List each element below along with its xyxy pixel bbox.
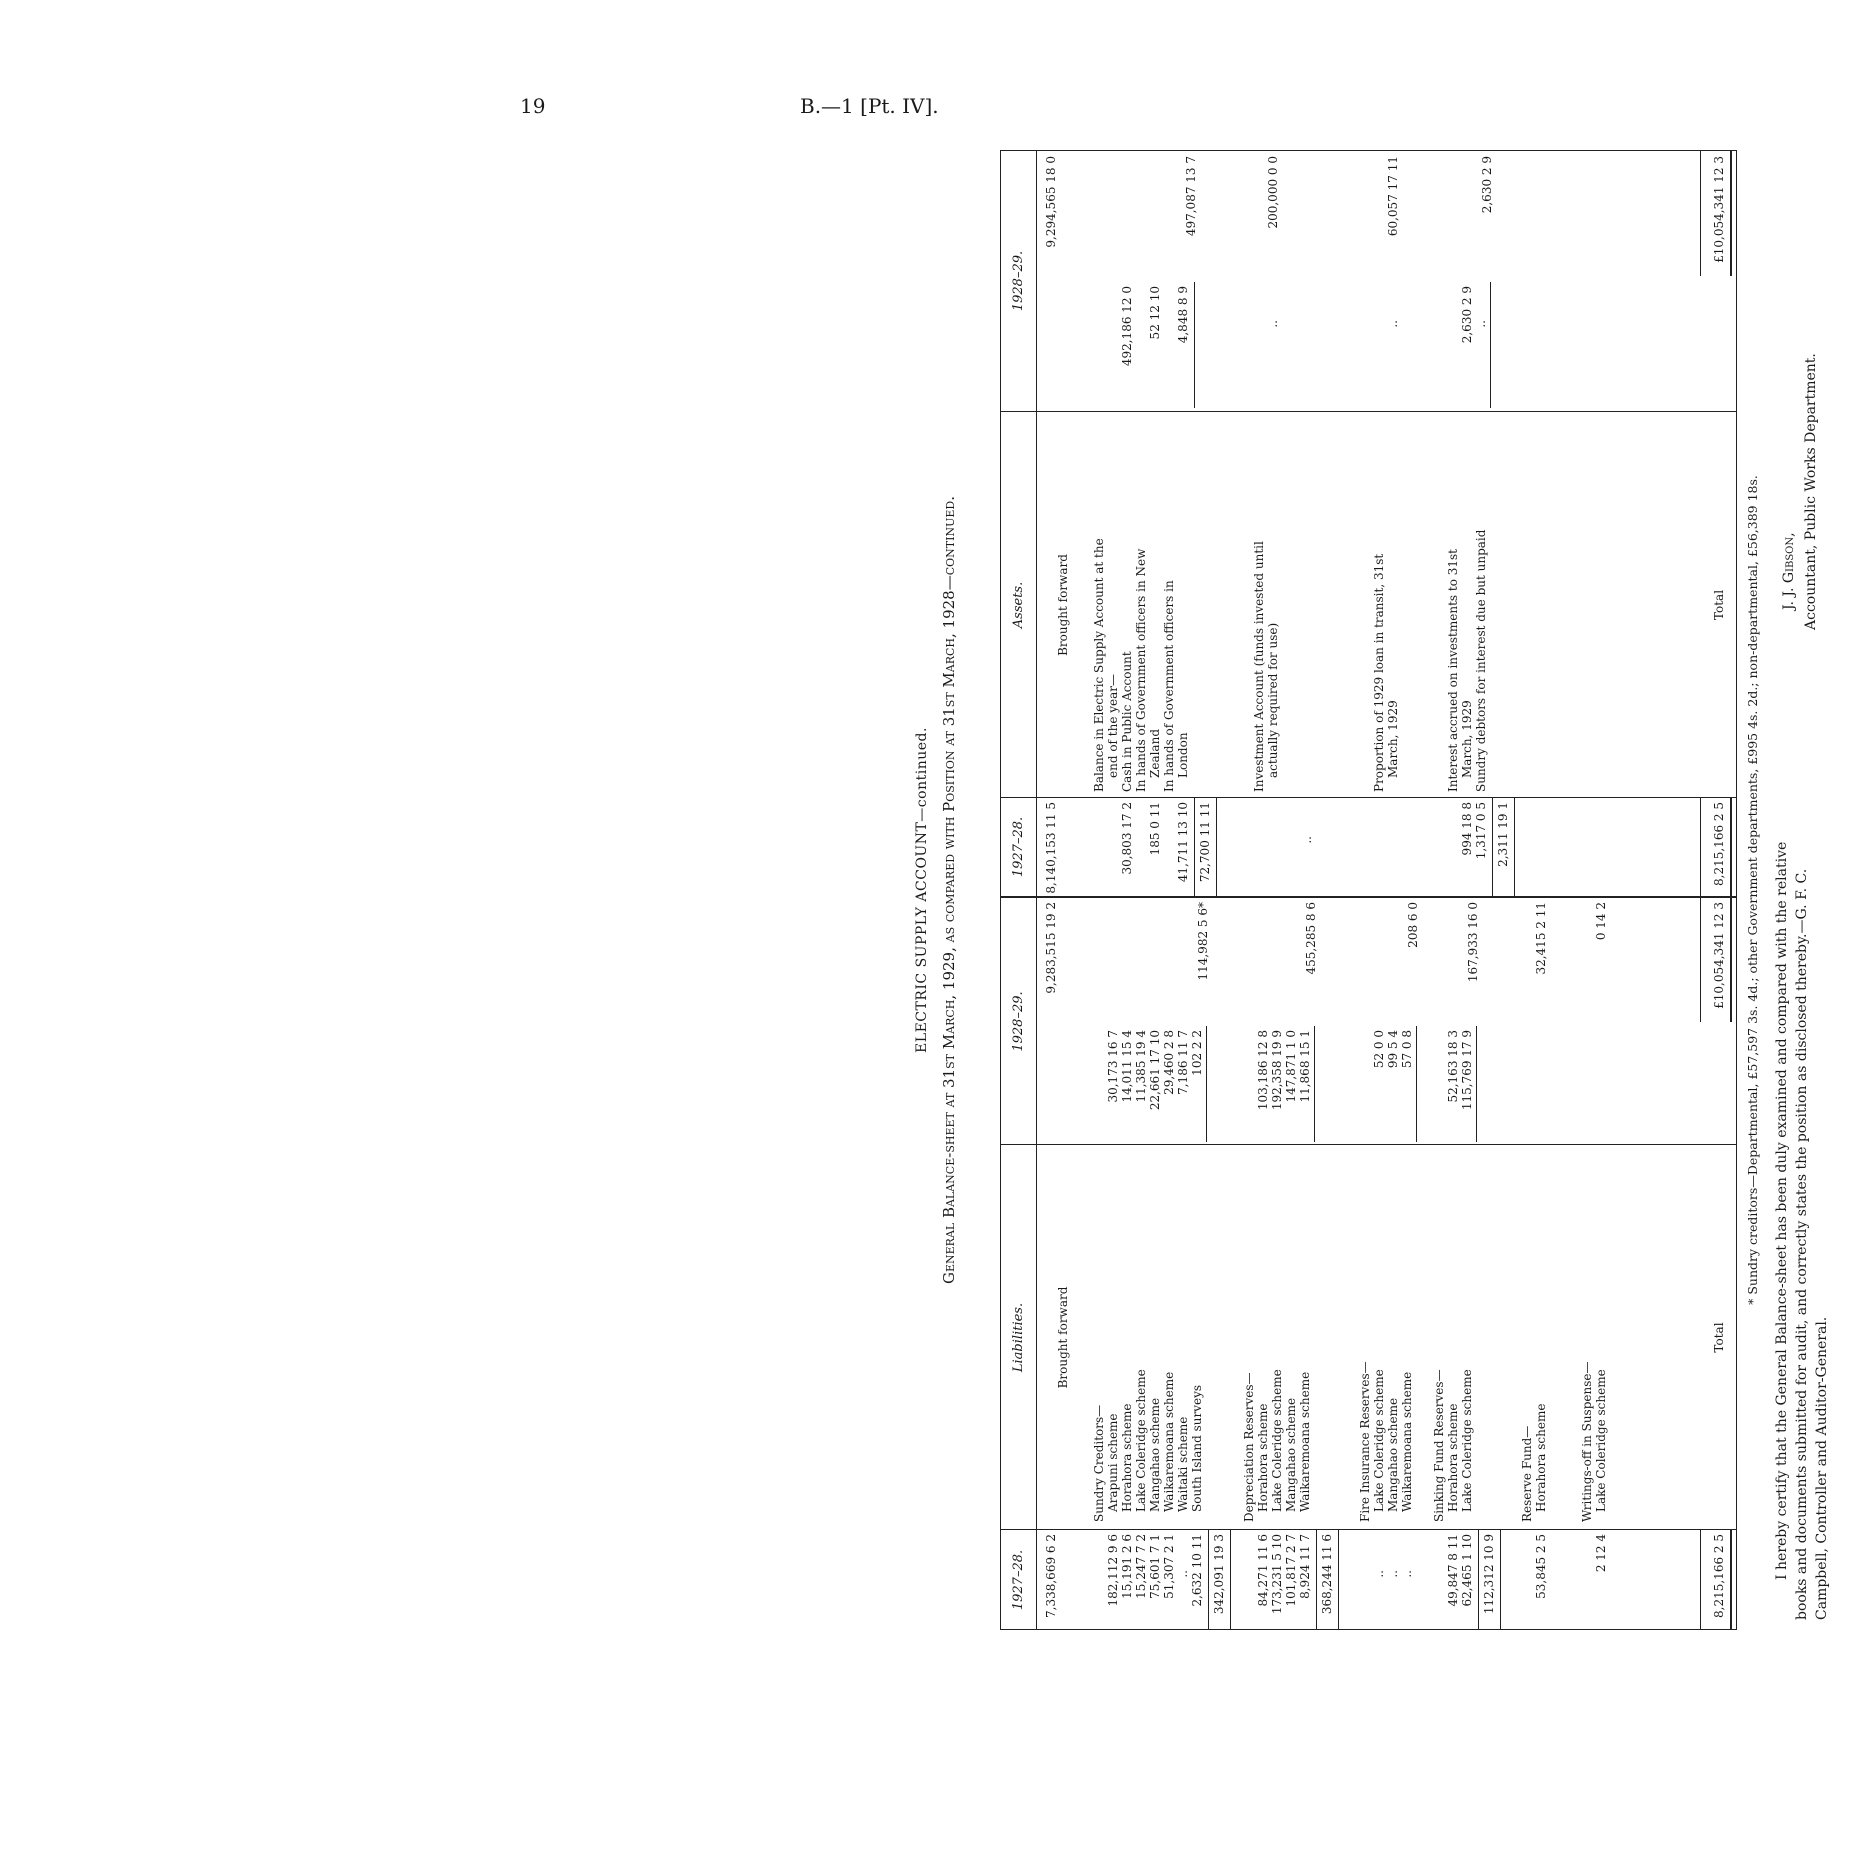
table-row: Horahora scheme [1534,1403,1548,1512]
subtotal: 2,630 2 9 [1480,156,1494,214]
main-title: ELECTRIC SUPPLY ACCOUNT—continued. [914,727,930,1053]
table-row: 115,769 17 9 [1460,1030,1474,1111]
table-row: 2 12 4 [1594,1534,1608,1573]
subtotal-rule [1500,1530,1501,1630]
subtotal: 368,244 11 6 [1320,1534,1334,1615]
table-row: 30,173 16 7 [1106,1030,1120,1103]
subtotal: 455,285 8 6 [1304,902,1318,975]
bf-1928: 7,338,669 6 2 [1044,1534,1058,1618]
table-row: 173,231 5 10 [1270,1534,1284,1615]
table-row: Lake Coleridge scheme [1134,1369,1148,1512]
table-row: Waikaremoana scheme [1298,1371,1312,1512]
col-header-assets: Assets. [1011,581,1026,629]
table-row: 492,186 12 0 [1120,286,1134,367]
col-header-1928-assets: 1927–28. [1011,816,1026,878]
subtotal-rule [1194,798,1195,896]
col-rule [1000,411,1736,412]
assets-bf-1928: 8,140,153 11 5 [1044,802,1058,894]
subtotal-rule [1316,1530,1317,1630]
assets-total-label: Total [1712,589,1726,621]
table-row: 1,317 0 5 [1474,802,1488,860]
table-row: Mangahao scheme [1148,1397,1162,1512]
subtotal: 167,933 16 0 [1466,902,1480,983]
table-row: Horahora scheme [1446,1403,1460,1512]
fire-insurance-heading: Fire Insurance Reserves— [1358,1361,1372,1522]
total-label: Total [1712,1322,1726,1353]
table-row: Zealand [1148,729,1162,778]
subtotal-rule [1514,798,1515,896]
table-row: Horahora scheme [1256,1403,1270,1512]
table-row: .. [1400,1570,1414,1578]
subtotal-rule [1194,282,1195,408]
proportion-total: 60,057 17 11 [1386,156,1400,237]
interest-label: Interest accrued on investments to 31st [1446,549,1460,792]
table-row: In hands of Government officers in New [1134,548,1148,792]
signature-name: J. J. Gibson, [1781,532,1797,610]
header-rule [1036,150,1037,1630]
table-row: Horahora scheme [1120,1403,1134,1512]
table-row: 51,307 2 1 [1162,1534,1176,1599]
center-rule [1000,896,1736,898]
subtotal-rule [1490,282,1491,408]
balance-heading: Balance in Electric Supply Account at the [1092,538,1106,792]
total-1928: 8,215,166 2 5 [1712,1534,1726,1618]
table-top-rule [1000,150,1001,1630]
table-row: 103,186 12 8 [1256,1030,1270,1111]
certificate: I hereby certify that the General Balance-sheet has been duly examined and compared with the relative books and documents submitted for audit, and correctly states the position as disclosed thereby.—G. F. C. Campbell, Controller and Auditor-General. [1774,841,1830,1620]
col-rule [1000,797,1736,798]
footnote: * Sundry creditors—Departmental, £57,597 3s. 4d.; other Government departments, £995 4s. 2d.; non-departmental, £56,389 18s. [1745,475,1760,1305]
total-rule [1700,150,1701,276]
table-row: 53,845 2 5 [1534,1534,1548,1599]
page-number: 19 [520,94,546,118]
table-row: In hands of Government officers in [1162,580,1176,792]
table-row: 185 0 11 [1148,802,1162,856]
table-row: 49,847 8 11 [1446,1534,1460,1607]
interest-label-2: March, 1929 [1460,700,1474,778]
table-row: 32,415 2 11 [1534,902,1548,975]
investment-total: 200,000 0 0 [1266,156,1280,229]
total-double-rule [1730,898,1732,1022]
table-row: 52 0 0 [1372,1030,1386,1069]
table-row: 8,924 11 7 [1298,1534,1312,1599]
subtotal-rule [1314,1026,1315,1142]
table-row: .. [1300,836,1314,844]
table-row: Arapuni scheme [1106,1413,1120,1512]
table-row: 147,871 1 0 [1284,1030,1298,1103]
subtotal: 208 6 0 [1406,902,1420,948]
investment-label: Investment Account (funds invested until [1252,541,1266,792]
table-row: 2,630 2 9 [1460,286,1474,344]
table-row: 41,711 13 10 [1176,802,1190,883]
table-row: 99 5 4 [1386,1030,1400,1069]
total-rule [1700,798,1701,896]
total-double-rule [1730,150,1732,276]
col-rule [1000,1144,1736,1145]
investment-label-2: actually required for use) [1266,622,1280,778]
col-rule [1000,1529,1736,1530]
balance-sheet [914,150,1850,1630]
col-header-1929-assets: 1928–29. [1011,250,1026,312]
subtotal: 114,982 5 6* [1196,902,1210,981]
table-row: 15,191 2 6 [1120,1534,1134,1599]
table-row: Mangahao scheme [1386,1397,1400,1512]
table-row: Lake Coleridge scheme [1460,1369,1474,1512]
table-row: .. [1372,1570,1386,1578]
table-row: 102 2 2 [1190,1030,1204,1076]
sinking-fund-heading: Sinking Fund Reserves— [1432,1369,1446,1522]
table-row: .. [1386,1570,1400,1578]
table-row: 30,803 17 2 [1120,802,1134,875]
table-row: Lake Coleridge scheme [1270,1369,1284,1512]
subtotal-rule [1216,798,1217,896]
subtotal-rule [1478,1530,1479,1630]
table-bottom-rule [1736,150,1737,1630]
table-row: South Island surveys [1190,1384,1204,1512]
table-row: Waikaremoana scheme [1400,1371,1414,1512]
subtotal: 112,312 10 9 [1482,1534,1496,1615]
table-row: London [1176,732,1190,778]
table-row: 75,601 7 1 [1148,1534,1162,1599]
table-row: 7,186 11 7 [1176,1030,1190,1095]
table-row: 84,271 11 6 [1256,1534,1270,1607]
col-header-1929: 1928–29. [1011,991,1026,1052]
table-row: Waitaki scheme [1176,1416,1190,1512]
table-row: 182,112 9 6 [1106,1534,1120,1607]
subtotal-rule [1338,1530,1339,1630]
subtotal: 72,700 11 11 [1198,802,1212,883]
table-row: 29,460 2 8 [1162,1030,1176,1095]
table-row: 14,011 15 4 [1120,1030,1134,1103]
table-row: .. [1266,320,1280,328]
table-row: 22,661 17 10 [1148,1030,1162,1111]
total-rule [1700,1530,1701,1630]
assets-brought-forward-label: Brought forward [1056,554,1070,656]
sundry-creditors-heading: Sundry Creditors— [1092,1404,1106,1522]
assets-total-1928: 8,215,166 2 5 [1712,802,1726,886]
col-header-1928: 1927–28. [1011,1549,1026,1611]
assets-bf-1929: 9,294,565 18 0 [1044,156,1058,248]
table-row: 52 12 10 [1148,286,1162,340]
subtotal-rule [1206,1026,1207,1142]
proportion-label: Proportion of 1929 loan in transit, 31st [1372,553,1386,792]
table-row: 192,358 19 9 [1270,1030,1284,1111]
table-row: Waikaremoana scheme [1162,1371,1176,1512]
table-row: Cash in Public Account [1120,651,1134,792]
signature-title: Accountant, Public Works Department. [1803,353,1819,630]
subtotal: 497,087 13 7 [1184,156,1198,237]
table-row: 62,465 1 10 [1460,1534,1474,1607]
proportion-label-2: March, 1929 [1386,700,1400,778]
table-row: .. [1474,320,1488,328]
reserve-fund-heading: Reserve Fund— [1520,1425,1534,1522]
table-row: 11,385 19 4 [1134,1030,1148,1103]
table-row: Lake Coleridge scheme [1594,1369,1608,1512]
table-row: 52,163 18 3 [1446,1030,1460,1103]
balance-heading-2: end of the year— [1106,673,1120,778]
depreciation-heading: Depreciation Reserves— [1242,1372,1256,1522]
table-row: 101,817 2 7 [1284,1534,1298,1607]
table-row: .. [1176,1570,1190,1578]
table-row: .. [1386,320,1400,328]
total-double-rule [1730,798,1732,896]
right-rule [1000,150,1736,151]
total-double-rule [1730,1530,1732,1630]
table-row: 11,868 15 1 [1298,1030,1312,1103]
table-row: 57 0 8 [1400,1030,1414,1069]
subtotal-rule [1492,798,1493,896]
sundry-debtors-label: Sundry debtors for interest due but unpaid [1474,529,1488,792]
document-reference: B.—1 [Pt. IV]. [800,94,939,118]
brought-forward-label: Brought forward [1056,1286,1070,1389]
subtotal: 342,091 19 3 [1212,1534,1226,1615]
total-rule [1700,898,1701,1022]
subtotal-rule [1208,1530,1209,1630]
subtotal-rule [1230,1530,1231,1630]
bf-1929: 9,283,515 19 2 [1044,902,1058,994]
assets-total-1929: £10,054,341 12 3 [1712,156,1726,263]
table-row: 15,247 7 2 [1134,1534,1148,1599]
writings-off-heading: Writings-off in Suspense— [1580,1361,1594,1522]
subtotal: 2,311 19 1 [1496,802,1510,867]
total-1929: £10,054,341 12 3 [1712,902,1726,1009]
table-row: 994 18 8 [1460,802,1474,856]
table-row: 0 14 2 [1594,902,1608,941]
subtotal-rule [1416,1026,1417,1142]
table-row: Lake Coleridge scheme [1372,1369,1386,1512]
col-header-liabilities: Liabilities. [1011,1302,1026,1373]
table-row: 4,848 8 9 [1176,286,1190,344]
table-row: Mangahao scheme [1284,1397,1298,1512]
sub-title: General Balance-sheet at 31st March, 1929, as compared with Position at 31st March, 1928—continued. [940,496,958,1284]
table-row: 2,632 10 11 [1190,1534,1204,1607]
subtotal-rule [1476,1026,1477,1142]
